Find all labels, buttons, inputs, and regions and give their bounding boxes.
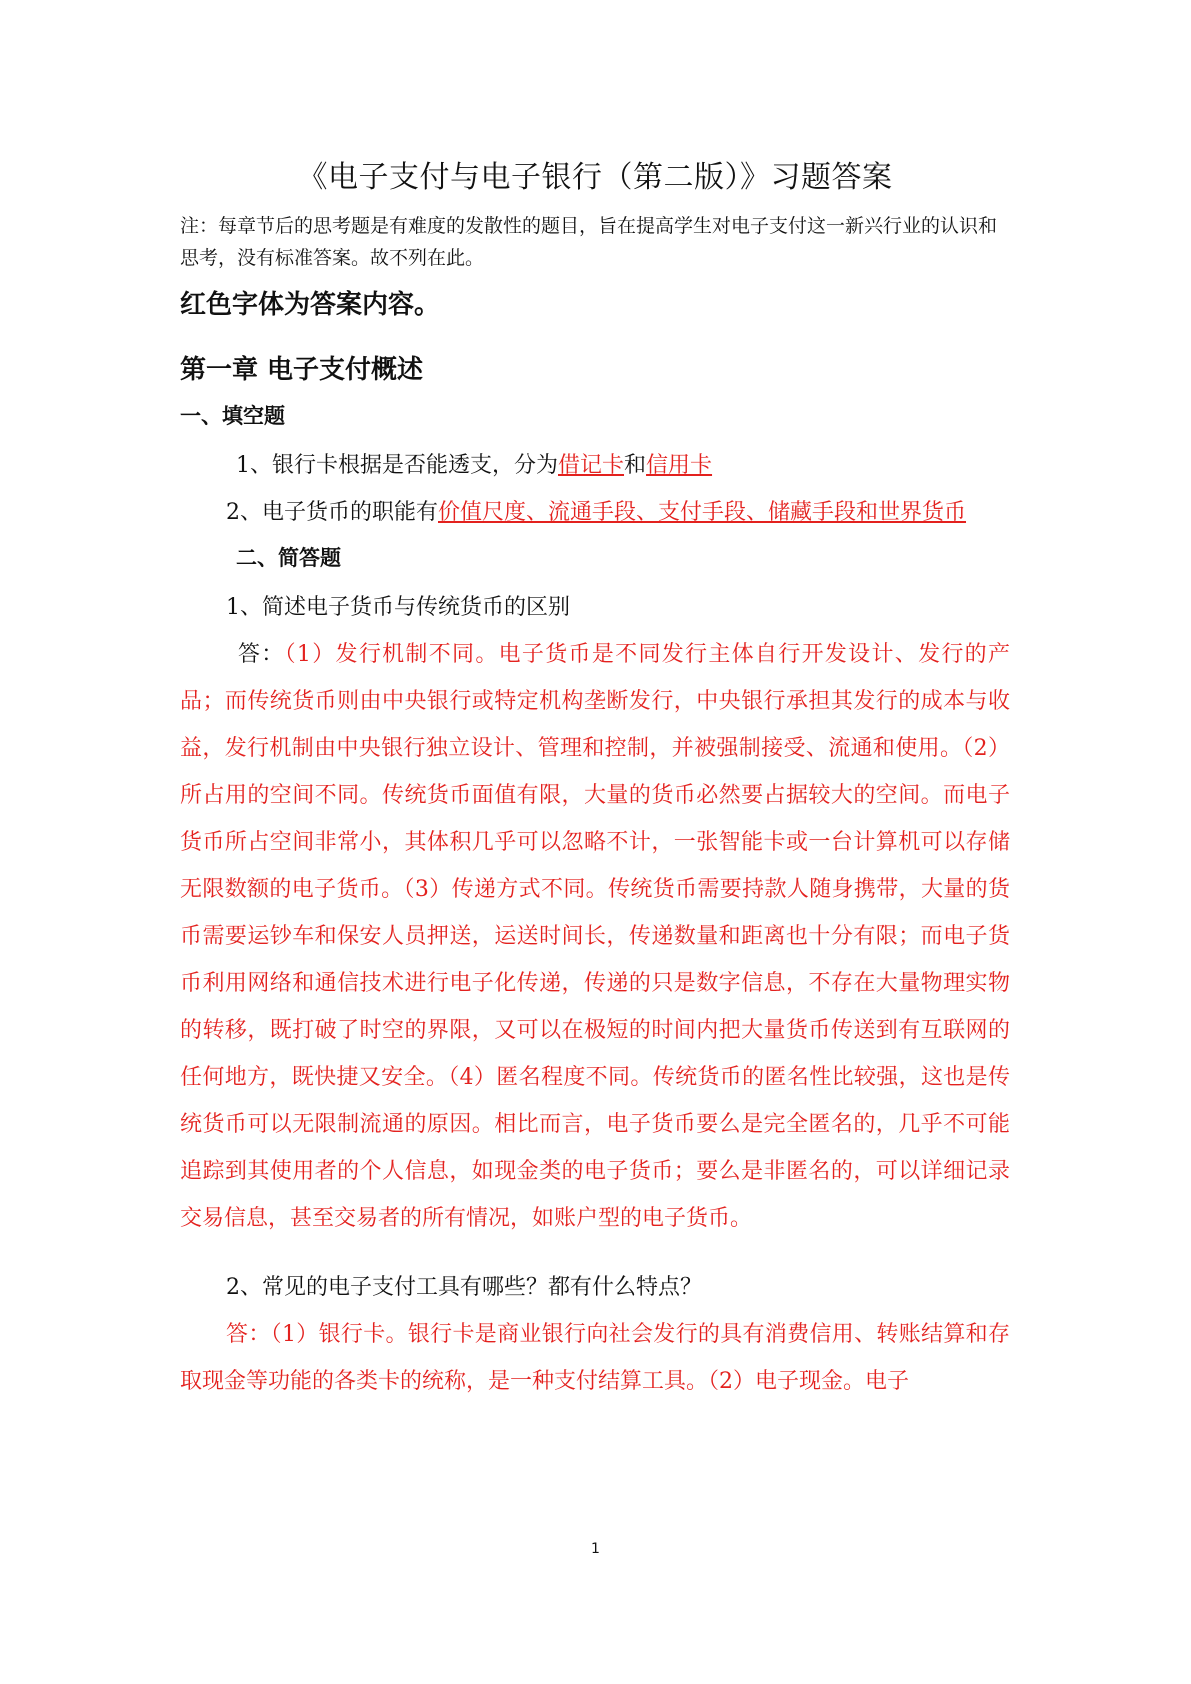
short-answer-question-2: 2、常见的电子支付工具有哪些？都有什么特点？ [226,1275,702,1300]
short-answer-answer-2: 答：（1）银行卡。银行卡是商业银行向社会发行的具有消费信用、转账结算和存取现金等功能的各类卡的统称，是一种支付结算工具。（2）电子现金。电子 [180,1322,1010,1394]
paragraph-gap [180,1242,1010,1264]
fill-q1-answer-1: 借记卡 [558,453,625,478]
section-short-answer: 二、简答题 [236,546,341,570]
page-number: 1 [591,1541,600,1557]
fill-q1-answer-2: 信用卡 [646,453,713,478]
answer-1-text: （1）发行机制不同。电子货币是不同发行主体自行开发设计、发行的产品；而传统货币则由中央银行或特定机构垄断发行，中央银行承担其发行的成本与收益，发行机制由中央银行独立设计、管理和控制，并被强制接受、流通和使用。（2）所占用的空间不同。传统货币面值有限，大量的货币必然要占据较大的空间。而电子货币所占空间非常小，其体积几乎可以忽略不计，一张智能卡或一台计算机可以存储无限数额的电子货币。（3）传递方式不同。传统货币需要持款人随身携带，大量的货币需要运钞车和保安人员押送，运送时间长，传递数量和距离也十分有限；而电子货币利用网络和通信技术进行电子化传递，传递的只是数字信息，不存在大量物理实物的转移，既打破了时空的界限，又可以在极短的时间内把大量货币传送到有互联网的任何地方，既快捷又安全。（4）匿名程度不同。传统货币的匿名性比较强，这也是传统货币可以无限制流通的原因。相比而言，电子货币要么是完全匿名的，几乎不可能追踪到其使用者的个人信息，如现金类的电子货币；要么是非匿名的，可以详细记录交易信息，甚至交易者的所有情况，如账户型的电子货币。 [180,642,1010,1231]
answer-1-label: 答： [238,642,285,667]
fill-q1-mid: 和 [624,453,647,478]
red-font-notice: 红色字体为答案内容。 [180,290,441,320]
document-body [180,152,1010,1405]
chapter-heading: 第一章 电子支付概述 [180,355,424,385]
short-answer-question-1: 1、简述电子货币与传统货币的区别 [226,595,570,620]
fill-question-2 [180,489,1010,536]
fill-question-1 [180,442,1010,489]
short-answer-answer-1 [180,631,1010,1242]
fill-q2-prefix: 2、电子货币的职能有 [226,500,438,525]
section-fill-blank: 一、填空题 [180,404,285,428]
fill-q2-answer: 价值尺度、流通手段、支付手段、储藏手段和世界货币 [438,500,967,525]
fill-q1-prefix: 1、银行卡根据是否能透支，分为 [236,453,558,478]
intro-note: 注：每章节后的思考题是有难度的发散性的题目，旨在提高学生对电子支付这一新兴行业的认识和思考，没有标准答案。故不列在此。 [180,215,998,269]
document-title: 《电子支付与电子银行（第二版）》习题答案 [297,160,893,195]
